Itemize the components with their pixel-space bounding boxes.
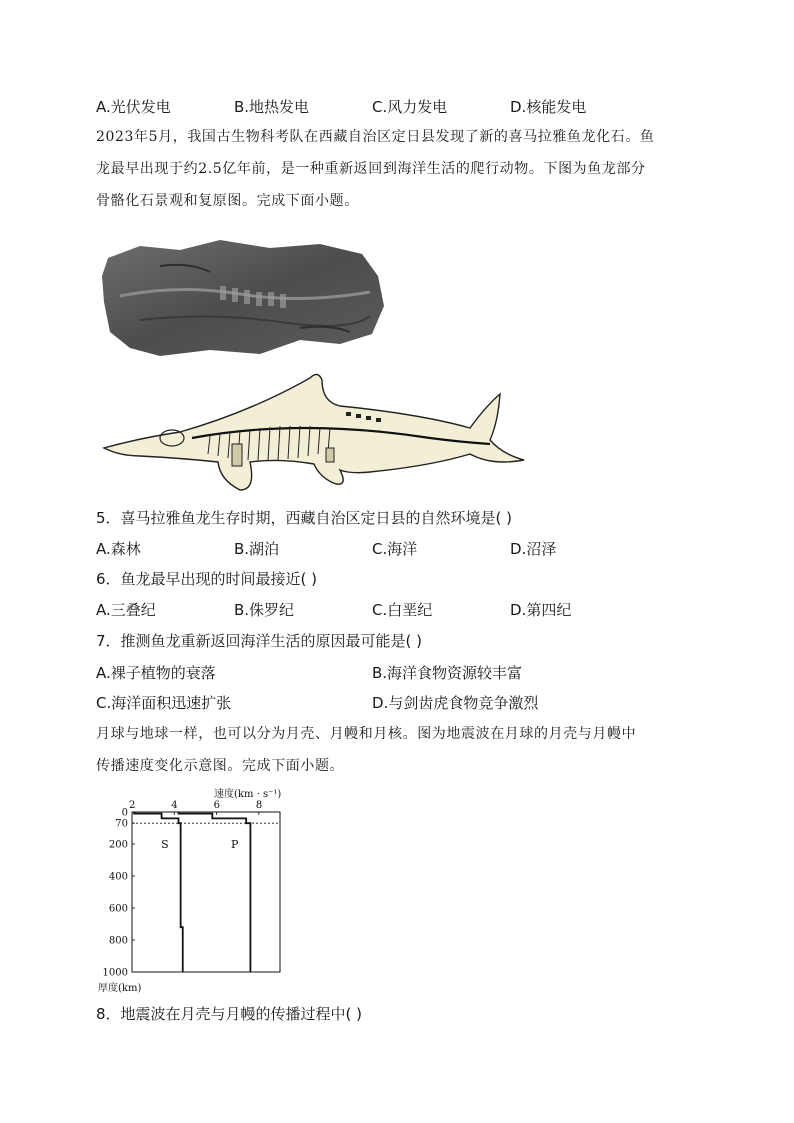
q6-option-a[interactable]: A.三叠纪 [96,601,156,619]
y-tick-label-2: 200 [108,839,128,851]
fossil-photo [100,236,386,360]
q5-option-b[interactable]: B.湖泊 [234,540,280,558]
x-tick-label-0: 2 [129,800,136,811]
ichthyosaur-diagram [100,362,526,494]
y-tick-label-0: 0 [121,807,128,819]
x-tick-label-2: 6 [213,800,220,811]
chart-xlabel: 速度(km · s⁻¹) [214,789,282,800]
q6-option-d[interactable]: D.第四纪 [510,601,572,619]
x-tick-label-3: 8 [255,800,263,811]
q8-stem: 8．地震波在月壳与月幔的传播过程中( ) [96,1005,363,1023]
seismic-velocity-chart [96,786,296,996]
passage1-line-2: 龙最早出现于约2.5亿年前，是一种重新返回到海洋生活的爬行动物。下图为鱼龙部分 [96,161,646,177]
q5-option-d[interactable]: D.沼泽 [510,540,557,558]
series-S-label: S [161,838,169,851]
q5-stem: 5．喜马拉雅鱼龙生存时期，西藏自治区定日县的自然环境是( ) [96,509,513,527]
x-tick-label-1: 4 [171,800,178,811]
q5-option-a[interactable]: A.森林 [96,540,141,558]
q4-option-b[interactable]: B.地热发电 [234,98,310,116]
y-tick-label-4: 600 [108,903,128,915]
q7-option-c[interactable]: C.海洋面积迅速扩张 [96,694,232,712]
q4-option-a[interactable]: A.光伏发电 [96,98,171,116]
q6-stem: 6．鱼龙最早出现的时间最接近( ) [96,570,318,588]
q4-option-d[interactable]: D.核能发电 [510,98,587,116]
q5-option-c[interactable]: C.海洋 [372,540,418,558]
q7-option-a[interactable]: A.裸子植物的衰落 [96,664,216,682]
chart-plot-frame [132,812,280,972]
series-P-line [179,812,251,972]
q6-option-b[interactable]: B.侏罗纪 [234,601,295,619]
passage1-line-3: 骨骼化石景观和复原图。完成下面小题。 [96,193,359,209]
q7-option-d[interactable]: D.与剑齿虎食物竞争激烈 [372,694,539,712]
y-tick-label-3: 400 [108,871,128,883]
series-P-label: P [230,838,239,851]
y-tick-label-5: 800 [108,935,128,947]
y-tick-label-6: 1000 [102,967,128,979]
q4-option-c[interactable]: C.风力发电 [372,98,448,116]
q7-option-b[interactable]: B.海洋食物资源较丰富 [372,664,523,682]
y-tick-label-1: 70 [115,818,128,830]
passage2-line-2: 传播速度变化示意图。完成下面小题。 [96,758,345,774]
passage2-line-1: 月球与地球一样，也可以分为月壳、月幔和月核。图为地震波在月球的月壳与月幔中 [96,726,637,742]
passage1-line-1: 2023年5月，我国古生物科考队在西藏自治区定日县发现了新的喜马拉雅鱼龙化石。鱼 [96,129,655,145]
series-S-line [134,812,183,972]
q7-stem: 7．推测鱼龙重新返回海洋生活的原因最可能是( ) [96,632,423,650]
q6-option-c[interactable]: C.白垩纪 [372,601,433,619]
chart-ylabel: 厚度(km) [98,983,142,994]
